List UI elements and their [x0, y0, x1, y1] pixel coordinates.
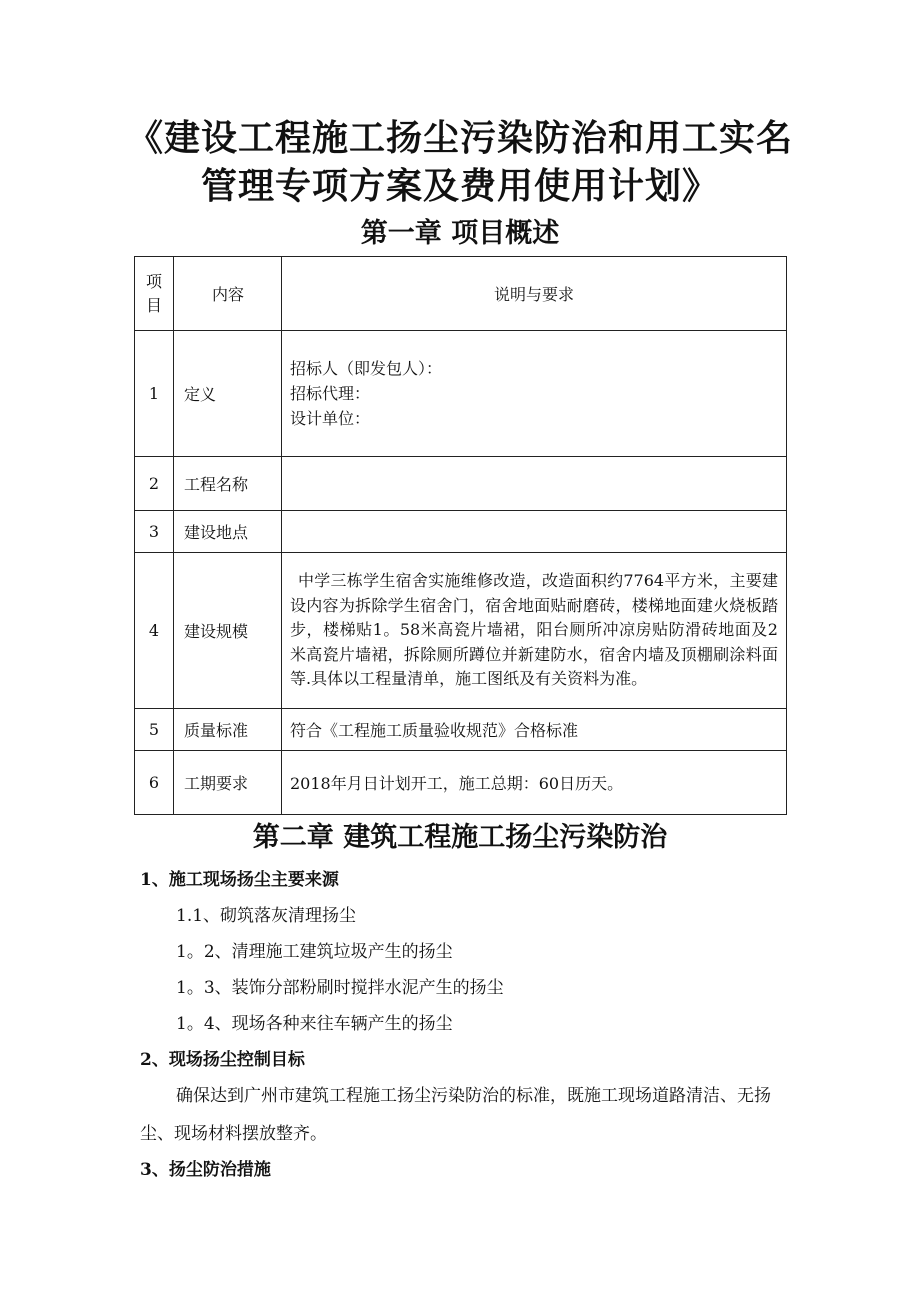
row-item: 建设规模	[174, 553, 282, 709]
row-desc	[282, 331, 787, 457]
section-3-title: 3、扬尘防治措施	[140, 1160, 271, 1180]
section-1-title: 1、施工现场扬尘主要来源	[140, 870, 339, 890]
document-title-line-1: 《建设工程施工扬尘污染防治和用工实名	[126, 117, 793, 159]
table-row	[135, 553, 787, 709]
row-item: 建设地点	[174, 511, 282, 553]
row-no: 4	[135, 553, 174, 709]
chapter-1-heading: 第一章 项目概述	[360, 218, 560, 249]
table-row	[135, 457, 787, 511]
desc-line: 设计单位：	[290, 409, 371, 428]
row-desc: 符合《工程施工质量验收规范》合格标准	[282, 709, 787, 751]
table-row	[135, 331, 787, 457]
table-row	[135, 511, 787, 553]
row-no: 5	[135, 709, 174, 751]
row-no: 2	[135, 457, 174, 511]
header-desc: 说明与要求	[282, 257, 787, 331]
row-item: 定义	[174, 331, 282, 457]
table-header-row	[135, 257, 787, 331]
list-item: 1.1、砌筑落灰清理扬尘	[176, 906, 357, 926]
row-item: 工程名称	[174, 457, 282, 511]
section-2-paragraph: 确保达到广州市建筑工程施工扬尘污染防治的标准，既施工现场道路清洁、无扬尘、现场材料摆放整齐。	[140, 1086, 771, 1144]
table-row	[135, 709, 787, 751]
row-desc	[282, 511, 787, 553]
row-item: 工期要求	[174, 751, 282, 815]
row-desc: 2018年月日计划开工，施工总期：60日历天。	[282, 751, 787, 815]
desc-line: 招标人（即发包人）：	[290, 359, 443, 378]
document-title-line-2: 管理专项方案及费用使用计划》	[200, 165, 719, 207]
project-overview-table	[134, 256, 787, 815]
row-desc: 中学三栋学生宿舍实施维修改造，改造面积约7764平方米，主要建设内容为拆除学生宿舍门，宿舍地面贴耐磨砖，楼梯地面建火烧板踏步，楼梯贴1。58米高瓷片墙裙，阳台厕所冲凉房贴防滑砖地面及2米高瓷片墙裙，拆除厕所蹲位并新建防水，宿舍内墙及顶棚刷涂料面等.具体以工程量清单，施工图纸及有关资料为准。	[282, 553, 787, 709]
row-no: 6	[135, 751, 174, 815]
header-item: 内容	[174, 257, 282, 331]
table-row	[135, 751, 787, 815]
list-item: 1。3、装饰分部粉刷时搅拌水泥产生的扬尘	[176, 978, 504, 998]
header-no: 项目	[135, 257, 174, 331]
list-item: 1。2、清理施工建筑垃圾产生的扬尘	[176, 942, 453, 962]
row-item: 质量标准	[174, 709, 282, 751]
chapter-2-heading: 第二章 建筑工程施工扬尘污染防治	[252, 822, 668, 853]
row-desc	[282, 457, 787, 511]
section-2-title: 2、现场扬尘控制目标	[140, 1050, 305, 1070]
list-item: 1。4、现场各种来往车辆产生的扬尘	[176, 1014, 453, 1034]
row-no: 3	[135, 511, 174, 553]
row-no: 1	[135, 331, 174, 457]
desc-line: 招标代理：	[290, 384, 371, 403]
